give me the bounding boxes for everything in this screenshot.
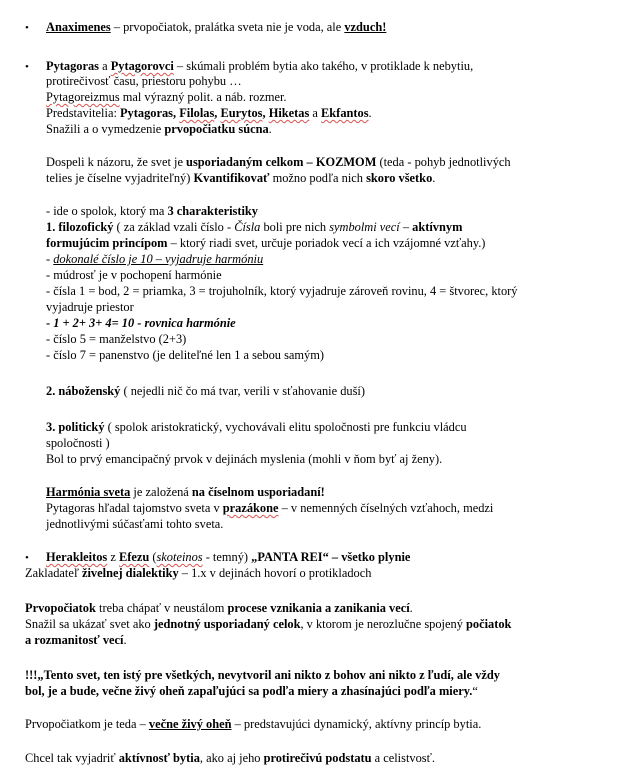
representatives-line xyxy=(46,106,372,122)
text: jednotný usporiadaný celok xyxy=(153,617,301,631)
text-line xyxy=(25,717,481,733)
text: Prvopočiatkom je teda – xyxy=(25,717,149,731)
anaximenes-line xyxy=(46,20,386,36)
text-line xyxy=(46,316,236,332)
text: večne živý oheň xyxy=(148,717,232,731)
text: ( za základ vzali číslo - xyxy=(113,220,235,234)
text-line: jednotlivými súčasťami tohto sveta. xyxy=(46,517,224,531)
quote-line xyxy=(25,684,478,700)
text-line xyxy=(46,90,287,106)
herakleitos-heading xyxy=(46,550,410,566)
text: Harmónia sveta xyxy=(46,485,131,499)
text: dokonalé číslo je 10 – vyjadruje harmóniu xyxy=(53,252,264,266)
text: – xyxy=(399,220,413,234)
text: živelnej dialektiky xyxy=(81,566,179,580)
text: – v nemenných číselných vzťahoch, medzi xyxy=(278,501,494,515)
text: usporiadaným celkom – KOZMOM xyxy=(186,155,377,169)
text-line: vyjadruje priestor xyxy=(46,300,134,314)
pytagorovci-name: Pytagorovci xyxy=(110,59,174,73)
text: ( nejedli nič čo má tvar, verili v sťahovanie duší) xyxy=(120,384,365,398)
text-line: - čísla 1 = bod, 2 = priamka, 3 = trojuholník, ktorý vyjadruje zároveň rovinu, 4 = štvorec, ktorý xyxy=(46,284,518,298)
text: 3 charakteristiky xyxy=(167,204,258,218)
text: „PANTA REI“ – všetko plynie xyxy=(251,550,411,564)
text-line: - číslo 5 = manželstvo (2+3) xyxy=(46,332,187,346)
text: Pytagoras hľadal tajomstvo sveta v xyxy=(46,501,223,515)
text: prazákone xyxy=(222,501,279,515)
text: Čísla xyxy=(234,220,261,234)
text: . xyxy=(123,633,127,647)
anaximenes-name: Anaximenes xyxy=(46,20,111,34)
text: Predstavitelia: xyxy=(46,106,120,120)
text-line xyxy=(46,204,258,220)
text: Ekfantos xyxy=(321,106,369,120)
text: boli pre nich xyxy=(260,220,330,234)
text-line xyxy=(46,122,272,138)
text: z xyxy=(107,550,119,564)
bullet-pytagoras: • xyxy=(25,61,29,73)
text: prvopočiatku súcna xyxy=(164,122,269,136)
text: - ide o spolok, ktorý ma xyxy=(46,204,168,218)
text: a celistvosť. xyxy=(371,751,435,765)
air-term: vzduch! xyxy=(344,20,387,34)
text: Zakladateľ xyxy=(25,566,82,580)
text: Kvantifikovať xyxy=(193,171,270,185)
text: - temný) xyxy=(202,550,252,564)
text: protirečivú podstatu xyxy=(263,751,372,765)
text-line xyxy=(25,633,127,649)
text-line xyxy=(46,501,493,517)
text-line xyxy=(46,485,325,501)
text: formujúcim princípom xyxy=(46,236,168,250)
text: Pytagoreizmus xyxy=(46,90,120,104)
text: telies je číselne vyjadriteľný) xyxy=(46,171,194,185)
text: Tento svet, ten istý pre všetkých, nevytvoril ani nikto z bohov ani nikto z ľudí, ale vždy xyxy=(43,668,500,682)
text: Filolas xyxy=(179,106,215,120)
text: - xyxy=(46,252,54,266)
text: – skúmali problém bytia ako takého, v protiklade k nebytiu, xyxy=(173,59,474,73)
text: je založená xyxy=(130,485,192,499)
text-line xyxy=(46,420,467,436)
text: symbolmi vecí xyxy=(329,220,400,234)
text: Chcel tak vyjadriť xyxy=(25,751,119,765)
bullet-anaximenes: • xyxy=(25,22,29,34)
text-line xyxy=(46,236,485,252)
text: . xyxy=(409,601,413,615)
text: Snažil sa ukázať svet ako xyxy=(25,617,154,631)
text: . xyxy=(268,122,272,136)
text: , ako aj jeho xyxy=(199,751,264,765)
text-line xyxy=(46,155,511,171)
text-line xyxy=(25,601,413,617)
text-line: - múdrosť je v pochopení harmónie xyxy=(46,268,222,282)
text: skoteinos xyxy=(156,550,203,564)
text: bol, je a bude, večne živý oheň zapaľujúci sa podľa miery a zhasínajúci podľa miery. xyxy=(25,684,473,698)
text: rozmanitosť vecí xyxy=(34,633,124,647)
text: filozofický xyxy=(58,220,114,234)
text-line xyxy=(46,171,435,187)
text: procese vznikania a zanikania vecí xyxy=(227,601,410,615)
text: Dospeli k názoru, že svet je xyxy=(46,155,187,169)
text: 1 + 2+ 3+ 4= 10 - rovnica harmónie xyxy=(53,316,236,330)
text: “ xyxy=(472,684,478,698)
text-line xyxy=(25,751,435,767)
text: - xyxy=(46,316,54,330)
text: počiatok xyxy=(466,617,512,631)
text: aktívnym xyxy=(412,220,463,234)
text: Efezu xyxy=(118,550,150,564)
text-line: - číslo 7 = panenstvo (je deliteľné len 1 a sebou samým) xyxy=(46,348,325,362)
text: – ktorý riadi svet, určuje poriadok vecí a ich vzájomné vzťahy.) xyxy=(167,236,486,250)
text: Eurytos xyxy=(220,106,263,120)
text: 3. politický xyxy=(46,420,105,434)
text-line xyxy=(46,220,462,236)
text: 2. náboženský xyxy=(46,384,121,398)
text: Hiketas xyxy=(268,106,310,120)
quote-line xyxy=(25,668,500,684)
text: – predstavujúci dynamický, aktívny princíp bytia. xyxy=(231,717,482,731)
text: skoro všetko xyxy=(366,171,433,185)
text: možno podľa nich xyxy=(269,171,367,185)
text: – 1.x v dejinách hovorí o protikladoch xyxy=(178,566,372,580)
text-line xyxy=(25,566,371,582)
text: ( spolok aristokratický, vychovávali elitu spoločnosti pre funkciu vládcu xyxy=(104,420,467,434)
text: (teda - pohyb jednotlivých xyxy=(376,155,511,169)
pytagoras-heading xyxy=(46,59,473,75)
text: Pytagoras, xyxy=(119,106,180,120)
text-line xyxy=(46,384,365,400)
bullet-herakleitos: • xyxy=(25,552,29,564)
text: aktívnosť bytia xyxy=(118,751,200,765)
text: a xyxy=(25,633,35,647)
text: . xyxy=(368,106,372,120)
text: treba chápať v neustálom xyxy=(95,601,228,615)
text: , xyxy=(262,106,269,120)
text-line: protirečivosť času, priestoru pohybu … xyxy=(46,74,242,88)
text: 1. xyxy=(46,220,59,234)
text: , v ktorom je nerozlučne spojený xyxy=(300,617,466,631)
text: a xyxy=(309,106,322,120)
text-line xyxy=(46,252,263,268)
text: ( xyxy=(149,550,157,564)
text: mal výrazný polit. a náb. rozmer. xyxy=(119,90,287,104)
text: Herakleitos xyxy=(46,550,108,564)
text-line: spoločnosti ) xyxy=(46,436,110,450)
text-line xyxy=(25,617,511,633)
text: . xyxy=(432,171,436,185)
text: Snažili a o vymedzenie xyxy=(46,122,165,136)
text: , xyxy=(214,106,221,120)
text: – prvopočiatok, pralátka sveta nie je voda, ale xyxy=(110,20,345,34)
text: Prvopočiatok xyxy=(25,601,96,615)
text-line: Bol to prvý emancipačný prvok v dejinách myslenia (mohli v ňom byť aj ženy). xyxy=(46,452,443,466)
text: a xyxy=(99,59,111,73)
text: !!!„ xyxy=(25,668,44,682)
pytagoras-name: Pytagoras xyxy=(46,59,99,73)
text: na číselnom usporiadaní! xyxy=(191,485,325,499)
